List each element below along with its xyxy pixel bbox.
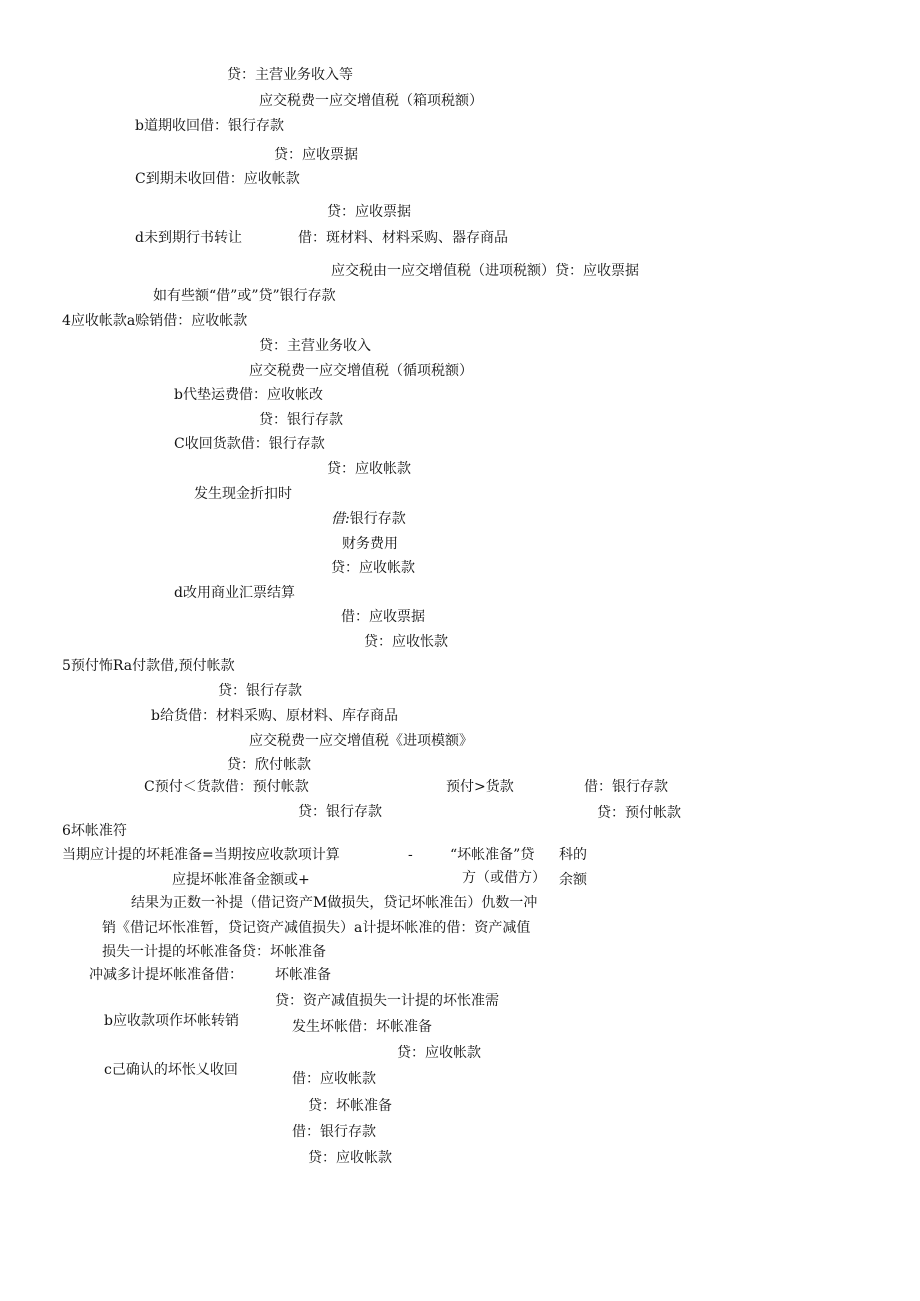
text-line: 贷：主营业务收入等 <box>227 67 353 83</box>
text-line: 发生坏帐借：坏帐准备 <box>292 1019 432 1035</box>
text-line: 应交税费一应交增值税《进项模额》 <box>249 733 473 749</box>
text-line: 应交税费一应交增值税（循项税额） <box>249 363 473 379</box>
text-line: 贷：预付帐款 <box>597 805 681 821</box>
text-line: C收回货款借：银行存款 <box>174 436 325 452</box>
text-line: 财务费用 <box>342 536 398 552</box>
text-line: 贷：应收帐款 <box>331 560 415 576</box>
text-line: 发生现金折扣时 <box>194 486 292 502</box>
text-line: 贷：坏帐准备 <box>308 1098 392 1114</box>
text-line: 损失一计提的坏帐准备贷：坏帐准备 <box>102 944 326 960</box>
text-line: 借：应收帐款 <box>292 1071 376 1087</box>
text-line: 如有些额“借”或”贷”银行存款 <box>153 288 336 304</box>
debit-marker: 借: <box>331 511 350 527</box>
text-line: 贷：银行存款 <box>259 412 343 428</box>
text-line: 贷：应收怅款 <box>364 634 448 650</box>
text-line: b代垫运费借：应收帐改 <box>174 387 323 403</box>
text-line: 贷：欣付帐款 <box>227 757 311 773</box>
section-heading: 4应收帐款a赊销借：应收帐款 <box>62 313 248 329</box>
text-line: 贷：应收票据 <box>274 147 358 163</box>
text-line: - <box>408 847 413 863</box>
text-line: 方（或借方） <box>462 870 546 886</box>
text-line: b道期收回借：银行存款 <box>135 118 284 134</box>
text-line: c己确认的坏怅乂收回 <box>104 1062 238 1078</box>
text-line: 当期应计提的坏耗准备=当期按应收款项计算 <box>62 847 340 863</box>
text-line: 贷：应收票据 <box>327 204 411 220</box>
text-line: 坏帐准备 <box>275 967 331 983</box>
text-line: 应提坏帐准备金额或+ <box>172 872 310 888</box>
section-heading: 5预付怖Ra付款借,预付帐款 <box>62 658 235 674</box>
text-line: d未到期行书转让 <box>135 230 242 246</box>
text-line: C到期未收回借：应收帐款 <box>135 171 300 187</box>
text-line: 应交税由一应交增值税（进项税额）贷：应收票据 <box>331 263 639 279</box>
text-line: 借：斑材料、材料采购、器存商品 <box>298 230 508 246</box>
text-line: 贷：应收帐款 <box>308 1150 392 1166</box>
text-line: 余额 <box>559 872 587 888</box>
text-fragment: 银行存款 <box>349 511 406 527</box>
text-line: d改用商业汇票结算 <box>174 585 295 601</box>
text-line: “坏帐准备”贷 <box>450 847 535 863</box>
text-line: 科的 <box>559 847 587 863</box>
text-line: 应交税费一应交增值税（箱项税额） <box>259 93 483 109</box>
text-line: 借：银行存款 <box>292 1124 376 1140</box>
text-line: 借：应收票据 <box>341 609 425 625</box>
text-line: 结果为正数一补提（借记资产M做损失，贷记坏帐准缶）仇数一冲 <box>131 895 538 911</box>
text-line: 贷：银行存款 <box>218 683 302 699</box>
text-line: 贷：应收帐款 <box>327 461 411 477</box>
text-line: 借：银行存款 <box>584 779 668 795</box>
section-heading: 6坏帐准符 <box>62 823 127 839</box>
text-line <box>331 510 406 528</box>
text-line: 贷：资产减值损失一计提的坏怅准需 <box>275 993 499 1009</box>
text-line: 销《借记坏怅准暂，贷记资产减值损失）a计提坏帐准的借：资产减值 <box>102 920 531 936</box>
text-line: b给货借：材料采购、原材料、库存商品 <box>151 708 398 724</box>
text-line: 预付>货款 <box>446 779 514 795</box>
text-line: 贷：银行存款 <box>298 804 382 820</box>
text-line: C预付＜货款借：预付帐款 <box>144 779 309 795</box>
text-line: 贷：主营业务收入 <box>259 338 371 354</box>
text-line: 冲减多计提坏帐准备借： <box>89 967 243 983</box>
text-line: b应收款项作坏帐转销 <box>104 1013 239 1029</box>
text-line: 贷：应收帐款 <box>397 1045 481 1061</box>
